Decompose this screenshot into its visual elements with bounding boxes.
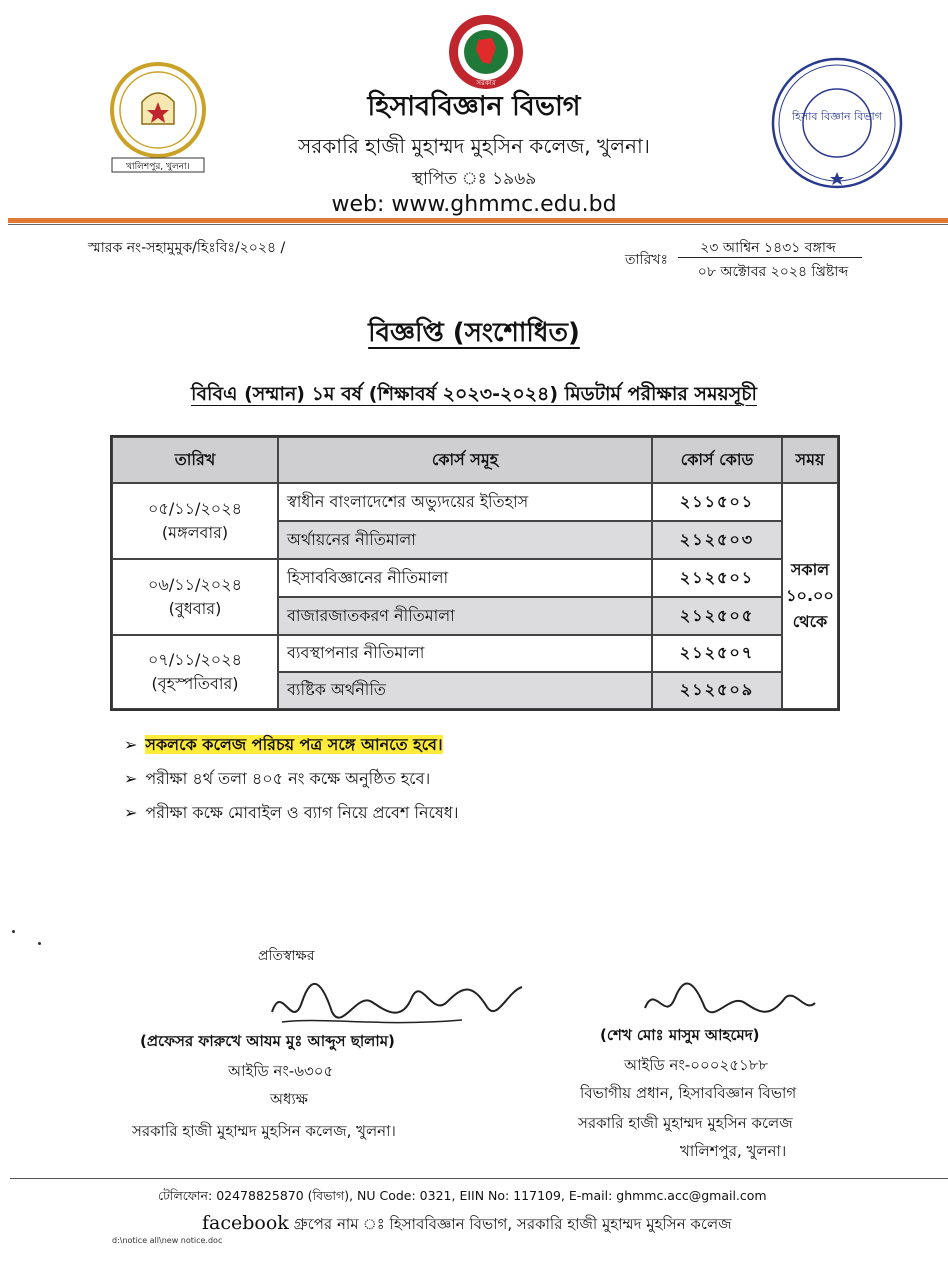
course-code: ২১১৫০১ [652, 483, 782, 521]
memo-number: স্মারক নং-সহামুমুক/হিঃবিঃ/২০২৪ / [88, 240, 286, 256]
exam-date: ০৬/১১/২০২৪ [148, 575, 242, 594]
seal-center-text: হিসাব বিজ্ঞান বিভাগ [792, 110, 882, 123]
course-code: ২১২৫০১ [652, 559, 782, 597]
note-text: পরীক্ষা কক্ষে মোবাইল ও ব্যাগ নিয়ে প্রবেশ নিষেধ। [145, 803, 459, 822]
header-thin-rule [8, 224, 948, 225]
file-path: d:\notice all\new notice.doc [112, 1236, 223, 1245]
time-line: সকাল [790, 560, 830, 579]
principal-designation: অধ্যক্ষ [270, 1090, 308, 1108]
head-designation: বিভাগীয় প্রধান, হিসাববিজ্ঞান বিভাগ [580, 1084, 797, 1102]
exam-schedule-table [110, 435, 840, 711]
head-address: খালিশপুর, খুলনা। [680, 1142, 787, 1160]
notice-title-text: বিজ্ঞপ্তি (সংশোধিত) [368, 318, 580, 348]
emblem-caption: সরকার [476, 79, 496, 87]
date-cell [112, 559, 278, 635]
date-english: ০৮ অক্টোবর ২০২৪ খ্রিষ্টাব্দ [697, 264, 849, 280]
head-signature [640, 978, 820, 1028]
arrow-bullet-icon: ➢ [124, 735, 138, 754]
course-name: ব্যষ্টিক অর্থনীতি [278, 672, 652, 709]
facebook-group: গ্রুপের নাম ঃ হিসাববিজ্ঞান বিভাগ, সরকারি হাজী মুহাম্মদ মুহসিন কলেজ [288, 1215, 732, 1233]
exam-day: (মঙ্গলবার) [161, 523, 229, 542]
established-year: স্থাপিত ঃ ১৯৬৯ [411, 169, 537, 189]
exam-date: ০৭/১১/২০২৪ [148, 650, 242, 669]
course-name: হিসাববিজ্ঞানের নীতিমালা [278, 559, 652, 597]
time-line: ১০.০০ [786, 586, 834, 605]
note-item [124, 732, 443, 759]
facebook-label: facebook [202, 1212, 289, 1234]
exam-date: ০৫/১১/২০২৪ [148, 499, 242, 518]
date-cell [112, 483, 278, 559]
course-code: ২১২৫০৫ [652, 597, 782, 635]
footer-contact: টেলিফোন: 02478825870 (বিভাগ), NU Code: 0321, EIIN No: 117109, E-mail: ghmmc.acc@gmail.com [158, 1188, 767, 1203]
header-accent-rule [8, 218, 948, 223]
note-item [124, 800, 458, 827]
time-line: থেকে [792, 612, 828, 631]
course-name: স্বাধীন বাংলাদেশের অভ্যুদয়ের ইতিহাস [278, 483, 652, 521]
government-emblem [446, 12, 526, 92]
footer-facebook [202, 1212, 732, 1238]
course-name: বাজারজাতকরণ নীতিমালা [278, 597, 652, 635]
footer-rule [10, 1178, 948, 1179]
principal-org: সরকারি হাজী মুহাম্মদ মুহসিন কলেজ, খুলনা। [132, 1122, 396, 1140]
date-bangla: ২৩ আশ্বিন ১৪৩১ বঙ্গাব্দ [700, 240, 836, 256]
header-time: সময় [782, 437, 838, 483]
course-code: ২১২৫০৭ [652, 635, 782, 672]
date-cell [112, 635, 278, 709]
head-org: সরকারি হাজী মুহাম্মদ মুহসিন কলেজ [578, 1114, 793, 1132]
course-code: ২১২৫০৩ [652, 521, 782, 559]
head-id: আইডি নং-০০০২৫১৮৮ [624, 1056, 769, 1074]
exam-day: (বৃহস্পতিবার) [151, 674, 239, 693]
principal-id: আইডি নং-৬৩০৫ [228, 1062, 334, 1080]
speck [38, 942, 41, 945]
head-name: (শেখ মোঃ মাসুম আহমেদ) [600, 1026, 760, 1044]
course-name: ব্যবস্থাপনার নীতিমালা [278, 635, 652, 672]
header-date: তারিখ [112, 437, 278, 483]
schedule-title [0, 380, 948, 412]
speck [12, 930, 15, 933]
department-title: হিসাববিজ্ঞান বিভাগ [367, 91, 581, 122]
arrow-bullet-icon: ➢ [124, 769, 138, 788]
course-code: ২১২৫০৯ [652, 672, 782, 709]
exam-day: (বুধবার) [168, 599, 222, 618]
date-divider [678, 257, 862, 258]
time-cell [782, 483, 838, 709]
college-name: সরকারি হাজী মুহাম্মদ মুহসিন কলেজ, খুলনা। [298, 134, 650, 158]
course-name: অর্থায়নের নীতিমালা [278, 521, 652, 559]
arrow-bullet-icon: ➢ [124, 803, 138, 822]
date-label: তারিখঃ [625, 252, 668, 268]
countersign-label: প্রতিস্বাক্ষর [258, 948, 315, 964]
college-logo-caption: খালিশপুর, খুলনা। [126, 162, 190, 172]
principal-name: (প্রফেসর ফারুখে আযম মুঃ আব্দুস ছালাম) [140, 1032, 395, 1050]
schedule-title-text: বিবিএ (সম্মান) ১ম বর্ষ (শিক্ষাবর্ষ ২০২৩-২০২৪) মিডটার্ম পরীক্ষার সময়সূচী [191, 383, 757, 405]
header-courses: কোর্স সমূহ [278, 437, 652, 483]
notice-title [0, 312, 948, 356]
note-text: পরীক্ষা ৪র্থ তলা ৪০৫ নং কক্ষে অনুষ্ঠিত হবে। [145, 769, 431, 788]
note-text-highlighted: সকলকে কলেজ পরিচয় পত্র সঙ্গে আনতে হবে। [145, 735, 443, 754]
header-course-code: কোর্স কোড [652, 437, 782, 483]
website-link[interactable]: web: www.ghmmc.edu.bd [331, 192, 617, 217]
note-item [124, 766, 430, 793]
